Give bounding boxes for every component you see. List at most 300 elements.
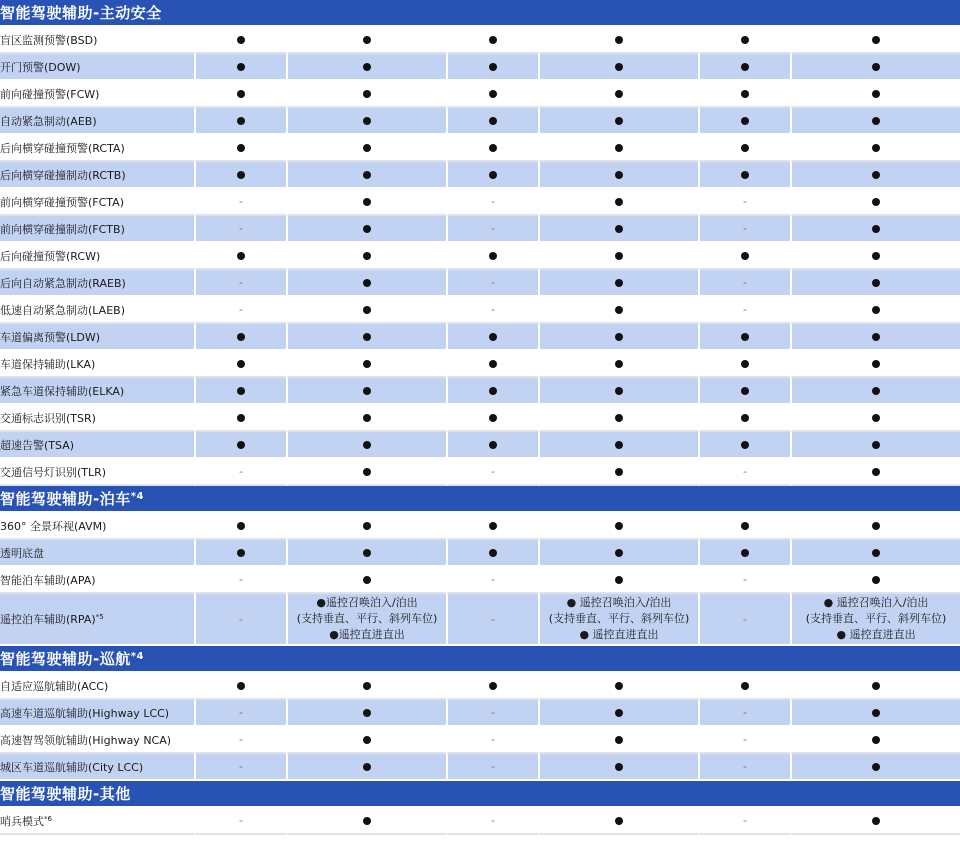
- section-header: [0, 0, 960, 27]
- multi-line-value: [540, 595, 698, 643]
- section-title-cell: [0, 0, 960, 27]
- trim-value-cell: [538, 459, 698, 486]
- trim-value-cell: [446, 162, 538, 189]
- trim-value-cell: [538, 567, 698, 594]
- feature-name-cell: [0, 513, 194, 540]
- feature-name: 低速自动紧急制动(LAEB): [0, 303, 125, 317]
- standard-dot-icon: [363, 252, 371, 260]
- standard-dot-icon: [615, 709, 623, 717]
- multi-line-value: [792, 595, 960, 643]
- feature-row: [0, 324, 960, 351]
- trim-value-cell: [286, 27, 446, 54]
- trim-value-cell: [194, 162, 286, 189]
- standard-dot-icon: [363, 333, 371, 341]
- trim-value-cell: [446, 513, 538, 540]
- standard-dot-icon: [237, 549, 245, 557]
- trim-value-cell: [698, 808, 790, 835]
- feature-name: 车道保持辅助(LKA): [0, 357, 96, 371]
- standard-dot-icon: [741, 549, 749, 557]
- standard-dot-icon: [741, 522, 749, 530]
- feature-name-cell: [0, 405, 194, 432]
- trim-value-cell: [790, 378, 960, 405]
- standard-dot-icon: [237, 90, 245, 98]
- trim-value-cell: [538, 540, 698, 567]
- trim-value-cell: [446, 567, 538, 594]
- standard-dot-icon: [363, 144, 371, 152]
- standard-dot-icon: [363, 225, 371, 233]
- trim-value-cell: [194, 754, 286, 781]
- standard-dot-icon: [615, 736, 623, 744]
- standard-dot-icon: [363, 279, 371, 287]
- feature-name: 盲区监测预警(BSD): [0, 33, 98, 47]
- trim-value-cell: [538, 378, 698, 405]
- standard-dot-icon: [872, 522, 880, 530]
- not-available-dash: -: [491, 760, 495, 773]
- feature-row: [0, 459, 960, 486]
- standard-dot-icon: [872, 414, 880, 422]
- trim-value-cell: [790, 216, 960, 243]
- feature-row: [0, 216, 960, 243]
- feature-name-cell: [0, 108, 194, 135]
- standard-dot-icon: [489, 414, 497, 422]
- standard-dot-icon: [615, 36, 623, 44]
- trim-value-cell: [538, 297, 698, 324]
- feature-row: [0, 270, 960, 297]
- trim-value-cell: [790, 673, 960, 700]
- trim-value-cell: [538, 189, 698, 216]
- trim-value-cell: [194, 673, 286, 700]
- standard-dot-icon: [872, 709, 880, 717]
- trim-value-cell: [698, 594, 790, 646]
- not-available-dash: -: [743, 814, 747, 827]
- feature-row: [0, 162, 960, 189]
- standard-dot-icon: [615, 549, 623, 557]
- trim-value-cell: [538, 405, 698, 432]
- trim-value-cell: [194, 216, 286, 243]
- standard-dot-icon: [872, 360, 880, 368]
- standard-dot-icon: [741, 36, 749, 44]
- trim-value-cell: [286, 162, 446, 189]
- standard-dot-icon: [489, 171, 497, 179]
- standard-dot-icon: [489, 441, 497, 449]
- trim-value-cell: [538, 54, 698, 81]
- feature-name: 高速车道巡航辅助(Highway LCC): [0, 706, 170, 720]
- feature-name: 高速智驾领航辅助(Highway NCA): [0, 733, 172, 747]
- trim-value-cell: [790, 297, 960, 324]
- trim-value-cell: [194, 81, 286, 108]
- feature-row: [0, 727, 960, 754]
- feature-name: 智能泊车辅助(APA): [0, 573, 96, 587]
- trim-value-cell: [194, 297, 286, 324]
- feature-name-cell: [0, 351, 194, 378]
- trim-value-cell: [446, 700, 538, 727]
- standard-dot-icon: [237, 117, 245, 125]
- standard-dot-icon: [237, 333, 245, 341]
- trim-value-cell: [194, 405, 286, 432]
- feature-row: [0, 808, 960, 835]
- trim-value-cell: [286, 270, 446, 297]
- trim-value-cell: [698, 216, 790, 243]
- not-available-dash: -: [491, 733, 495, 746]
- not-available-dash: -: [239, 573, 243, 586]
- feature-row: [0, 135, 960, 162]
- standard-dot-icon: [615, 198, 623, 206]
- trim-value-cell: [790, 351, 960, 378]
- feature-name-cell: [0, 459, 194, 486]
- trim-value-cell: [698, 378, 790, 405]
- trim-value-cell: [446, 594, 538, 646]
- standard-dot-icon: [363, 90, 371, 98]
- trim-value-cell: [286, 351, 446, 378]
- value-line: (支持垂直、平行、斜列车位): [296, 612, 438, 625]
- standard-dot-icon: [872, 171, 880, 179]
- section-header: [0, 486, 960, 513]
- standard-dot-icon: [741, 63, 749, 71]
- feature-name-cell: [0, 808, 194, 835]
- standard-dot-icon: [489, 333, 497, 341]
- feature-name-cell: [0, 297, 194, 324]
- standard-dot-icon: [615, 279, 623, 287]
- standard-dot-icon: [872, 63, 880, 71]
- trim-value-cell: [538, 162, 698, 189]
- trim-value-cell: [790, 270, 960, 297]
- trim-value-cell: [194, 700, 286, 727]
- trim-value-cell: [538, 324, 698, 351]
- standard-dot-icon: [489, 90, 497, 98]
- feature-name-cell: [0, 162, 194, 189]
- standard-dot-icon: [237, 522, 245, 530]
- standard-dot-icon: [489, 522, 497, 530]
- standard-dot-icon: [615, 387, 623, 395]
- trim-value-cell: [446, 808, 538, 835]
- standard-dot-icon: [489, 117, 497, 125]
- trim-value-cell: [194, 727, 286, 754]
- standard-dot-icon: [489, 144, 497, 152]
- trim-value-cell: [286, 54, 446, 81]
- feature-row: [0, 567, 960, 594]
- standard-dot-icon: [615, 468, 623, 476]
- standard-dot-icon: [615, 682, 623, 690]
- trim-value-cell: [194, 432, 286, 459]
- standard-dot-icon: [872, 36, 880, 44]
- section-title: 智能驾驶辅助-巡航: [0, 650, 131, 668]
- trim-value-cell: [698, 135, 790, 162]
- trim-value-cell: [538, 108, 698, 135]
- standard-dot-icon: [872, 736, 880, 744]
- trim-value-cell: [790, 567, 960, 594]
- value-line: ● 遥控召唤泊入/泊出: [566, 596, 672, 609]
- trim-value-cell: [194, 378, 286, 405]
- not-available-dash: -: [491, 814, 495, 827]
- trim-value-cell: [790, 135, 960, 162]
- value-line: ● 遥控直进直出: [579, 628, 659, 641]
- trim-value-cell: [446, 727, 538, 754]
- standard-dot-icon: [615, 817, 623, 825]
- feature-name: 透明底盘: [0, 546, 44, 560]
- trim-value-cell: [194, 567, 286, 594]
- standard-dot-icon: [237, 387, 245, 395]
- not-available-dash: -: [239, 814, 243, 827]
- standard-dot-icon: [363, 817, 371, 825]
- trim-value-cell: [698, 189, 790, 216]
- standard-dot-icon: [872, 387, 880, 395]
- standard-dot-icon: [237, 441, 245, 449]
- feature-name: 紧急车道保持辅助(ELKA): [0, 384, 125, 398]
- standard-dot-icon: [237, 144, 245, 152]
- feature-name-cell: [0, 540, 194, 567]
- standard-dot-icon: [872, 817, 880, 825]
- section-header: [0, 646, 960, 673]
- trim-value-cell: [538, 673, 698, 700]
- trim-value-cell: [194, 351, 286, 378]
- standard-dot-icon: [237, 360, 245, 368]
- trim-value-cell: [446, 540, 538, 567]
- feature-name: 后向横穿碰撞制动(RCTB): [0, 168, 126, 182]
- trim-value-cell: [286, 432, 446, 459]
- standard-dot-icon: [615, 360, 623, 368]
- trim-value-cell: [698, 405, 790, 432]
- feature-name: 车道偏离预警(LDW): [0, 330, 101, 344]
- feature-name: 开门预警(DOW): [0, 60, 81, 74]
- trim-value-cell: [698, 351, 790, 378]
- trim-value-cell: [790, 54, 960, 81]
- standard-dot-icon: [363, 198, 371, 206]
- trim-value-cell: [446, 754, 538, 781]
- standard-dot-icon: [363, 387, 371, 395]
- not-available-dash: -: [491, 303, 495, 316]
- trim-value-cell: [286, 700, 446, 727]
- not-available-dash: -: [239, 303, 243, 316]
- standard-dot-icon: [741, 387, 749, 395]
- section-title-cell: [0, 646, 960, 673]
- section-title-cell: [0, 781, 960, 808]
- trim-value-cell: [698, 673, 790, 700]
- trim-value-cell: [286, 189, 446, 216]
- not-available-dash: -: [491, 276, 495, 289]
- standard-dot-icon: [615, 144, 623, 152]
- trim-value-cell: [286, 673, 446, 700]
- trim-value-cell: [286, 727, 446, 754]
- trim-value-cell: [790, 162, 960, 189]
- trim-value-cell: [698, 754, 790, 781]
- trim-value-cell: [698, 27, 790, 54]
- trim-value-cell: [446, 189, 538, 216]
- not-available-dash: -: [743, 465, 747, 478]
- trim-value-cell: [286, 378, 446, 405]
- trim-value-cell: [790, 27, 960, 54]
- trim-value-cell: [698, 540, 790, 567]
- feature-name: 后向碰撞预警(RCW): [0, 249, 101, 263]
- feature-name-cell: [0, 594, 194, 646]
- not-available-dash: -: [743, 303, 747, 316]
- value-line: ● 遥控召唤泊入/泊出: [823, 596, 929, 609]
- standard-dot-icon: [872, 549, 880, 557]
- trim-value-cell: [538, 243, 698, 270]
- standard-dot-icon: [363, 576, 371, 584]
- trim-value-cell: [790, 808, 960, 835]
- trim-value-cell: [538, 135, 698, 162]
- trim-value-cell: [286, 324, 446, 351]
- standard-dot-icon: [237, 414, 245, 422]
- value-line: (支持垂直、平行、斜列车位): [805, 612, 947, 625]
- trim-value-cell: [446, 135, 538, 162]
- standard-dot-icon: [872, 225, 880, 233]
- feature-row: [0, 189, 960, 216]
- not-available-dash: -: [491, 465, 495, 478]
- trim-value-cell: [194, 27, 286, 54]
- standard-dot-icon: [489, 387, 497, 395]
- standard-dot-icon: [363, 414, 371, 422]
- trim-value-cell: [790, 189, 960, 216]
- section-footnote-mark: *4: [130, 651, 144, 662]
- feature-name-cell: [0, 216, 194, 243]
- value-line: (支持垂直、平行、斜列车位): [548, 612, 690, 625]
- trim-value-cell: [446, 324, 538, 351]
- not-available-dash: -: [743, 573, 747, 586]
- feature-footnote-mark: *6: [44, 814, 52, 823]
- standard-dot-icon: [489, 682, 497, 690]
- feature-name-cell: [0, 270, 194, 297]
- standard-dot-icon: [872, 333, 880, 341]
- trim-value-cell: [538, 270, 698, 297]
- standard-dot-icon: [872, 90, 880, 98]
- feature-name-cell: [0, 27, 194, 54]
- standard-dot-icon: [615, 117, 623, 125]
- trim-value-cell: [446, 673, 538, 700]
- standard-dot-icon: [741, 117, 749, 125]
- not-available-dash: -: [239, 612, 243, 626]
- feature-row: [0, 513, 960, 540]
- section-footnote-mark: *4: [130, 491, 144, 502]
- standard-dot-icon: [615, 90, 623, 98]
- trim-value-cell: [194, 54, 286, 81]
- standard-dot-icon: [615, 333, 623, 341]
- trim-value-cell: [790, 754, 960, 781]
- feature-name-cell: [0, 243, 194, 270]
- trim-value-cell: [446, 378, 538, 405]
- standard-dot-icon: [741, 90, 749, 98]
- feature-name: 前向横穿碰撞预警(FCTA): [0, 195, 124, 209]
- trim-value-cell: [538, 351, 698, 378]
- trim-value-cell: [286, 513, 446, 540]
- trim-value-cell: [286, 540, 446, 567]
- trim-value-cell: [698, 324, 790, 351]
- standard-dot-icon: [872, 306, 880, 314]
- trim-value-cell: [538, 27, 698, 54]
- trim-value-cell: [698, 727, 790, 754]
- not-available-dash: -: [743, 760, 747, 773]
- standard-dot-icon: [363, 63, 371, 71]
- trim-value-cell: [538, 754, 698, 781]
- multi-line-value: [288, 595, 446, 643]
- standard-dot-icon: [872, 468, 880, 476]
- trim-value-cell: [286, 754, 446, 781]
- trim-value-cell: [286, 405, 446, 432]
- feature-name: 前向横穿碰撞制动(FCTB): [0, 222, 125, 236]
- trim-value-cell: [446, 459, 538, 486]
- feature-name-cell: [0, 700, 194, 727]
- trim-value-cell: [194, 135, 286, 162]
- trim-value-cell: [286, 459, 446, 486]
- trim-value-cell: [538, 808, 698, 835]
- standard-dot-icon: [237, 171, 245, 179]
- not-available-dash: -: [239, 276, 243, 289]
- trim-value-cell: [790, 700, 960, 727]
- standard-dot-icon: [237, 36, 245, 44]
- feature-name: 哨兵模式: [0, 814, 44, 828]
- feature-row: [0, 754, 960, 781]
- standard-dot-icon: [741, 414, 749, 422]
- trim-value-cell: [698, 270, 790, 297]
- trim-value-cell: [538, 81, 698, 108]
- value-line: ● 遥控直进直出: [836, 628, 916, 641]
- feature-name-cell: [0, 81, 194, 108]
- standard-dot-icon: [363, 360, 371, 368]
- feature-footnote-mark: *5: [95, 613, 104, 621]
- trim-value-cell: [446, 243, 538, 270]
- trim-value-cell: [286, 808, 446, 835]
- section-title: 智能驾驶辅助-主动安全: [0, 4, 162, 22]
- feature-name: 城区车道巡航辅助(City LCC): [0, 760, 144, 774]
- trim-value-cell: [446, 297, 538, 324]
- feature-name: 自适应巡航辅助(ACC): [0, 679, 109, 693]
- feature-row: [0, 673, 960, 700]
- standard-dot-icon: [363, 171, 371, 179]
- trim-value-cell: [698, 297, 790, 324]
- not-available-dash: -: [491, 612, 495, 626]
- standard-dot-icon: [363, 117, 371, 125]
- trim-value-cell: [194, 808, 286, 835]
- feature-name: 遥控泊车辅助(RPA): [0, 613, 96, 626]
- standard-dot-icon: [363, 468, 371, 476]
- standard-dot-icon: [363, 522, 371, 530]
- trim-value-cell: [790, 405, 960, 432]
- not-available-dash: -: [239, 465, 243, 478]
- feature-name: 自动紧急制动(AEB): [0, 114, 97, 128]
- trim-value-cell: [194, 513, 286, 540]
- trim-value-cell: [790, 540, 960, 567]
- trim-value-cell: [790, 81, 960, 108]
- standard-dot-icon: [363, 36, 371, 44]
- trim-value-cell: [538, 216, 698, 243]
- trim-value-cell: [446, 432, 538, 459]
- standard-dot-icon: [741, 441, 749, 449]
- trim-value-cell: [194, 540, 286, 567]
- trim-value-cell: [698, 81, 790, 108]
- trim-value-cell: [194, 324, 286, 351]
- standard-dot-icon: [872, 198, 880, 206]
- standard-dot-icon: [363, 441, 371, 449]
- standard-dot-icon: [872, 763, 880, 771]
- trim-value-cell: [538, 513, 698, 540]
- feature-row: [0, 81, 960, 108]
- trim-value-cell: [790, 594, 960, 646]
- feature-name: 前向碰撞预警(FCW): [0, 87, 100, 101]
- feature-name: 后向自动紧急制动(RAEB): [0, 276, 126, 290]
- section-title: 智能驾驶辅助-泊车: [0, 490, 131, 508]
- trim-value-cell: [446, 54, 538, 81]
- standard-dot-icon: [615, 414, 623, 422]
- trim-value-cell: [698, 54, 790, 81]
- feature-name-cell: [0, 567, 194, 594]
- feature-name-cell: [0, 135, 194, 162]
- trim-value-cell: [790, 513, 960, 540]
- feature-row: [0, 540, 960, 567]
- standard-dot-icon: [872, 682, 880, 690]
- feature-row: [0, 351, 960, 378]
- trim-value-cell: [538, 432, 698, 459]
- feature-name-cell: [0, 754, 194, 781]
